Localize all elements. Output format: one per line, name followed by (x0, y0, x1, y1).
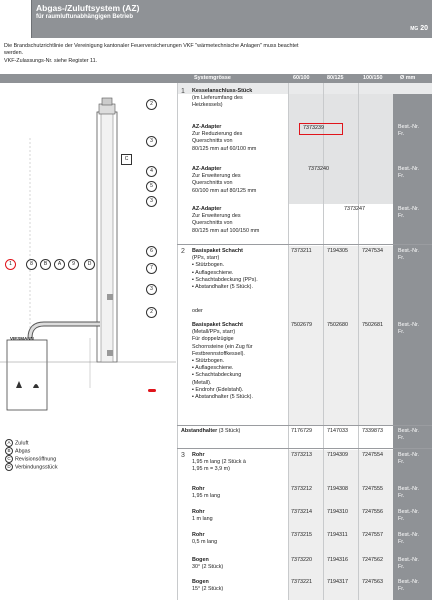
best-label: Best.-Nr. Fr. (398, 509, 419, 523)
article-number: 7339873 (362, 428, 383, 434)
callout-9: 9 (68, 259, 79, 270)
callout-2b: 2 (146, 307, 157, 318)
best-label: Best.-Nr. Fr. (398, 557, 419, 571)
article-number: 7502680 (327, 322, 348, 328)
article-number: 7502679 (291, 322, 312, 328)
article-number: 7373211 (291, 248, 312, 254)
col-shade-2 (288, 246, 393, 426)
article-number: 7247563 (362, 579, 383, 585)
article-number: 7247556 (362, 509, 383, 515)
article-number: 7373221 (291, 579, 312, 585)
item-rohr-3: Rohr 1 m lang (192, 509, 213, 523)
legend-verbindung: D Verbindungsstück (5, 463, 58, 471)
col-divider (288, 83, 289, 600)
best-label: Best.-Nr. Fr. (398, 206, 419, 220)
article-number: 7194308 (327, 486, 348, 492)
article-number: 7247534 (362, 248, 383, 254)
callout-1-highlighted[interactable]: 1 (5, 259, 16, 270)
group-number: 2 (181, 248, 185, 255)
group-number: 1 (181, 88, 185, 95)
best-label: Best.-Nr. Fr. (398, 166, 419, 180)
col-divider (323, 83, 324, 600)
article-number: 7373220 (291, 557, 312, 563)
best-label: Best.-Nr. Fr. (398, 532, 419, 546)
best-label: Best.-Nr. Fr. (398, 486, 419, 500)
article-number: 7247557 (362, 532, 383, 538)
item-kessel: Kesselanschluss-Stück (im Lieferumfang des Heizkessels) (192, 88, 253, 109)
callout-d: D (84, 259, 95, 270)
text-oder: oder (192, 308, 203, 314)
best-label: Best.-Nr. Fr. (398, 579, 419, 593)
article-number: 7247562 (362, 557, 383, 563)
page-title: Abgas-/Zuluftsystem (AZ) (36, 3, 140, 13)
legend-abgas: B Abgas (5, 447, 30, 455)
item-rohr-2: Rohr 1,95 m lang (192, 486, 221, 500)
header-100: 100/150 (363, 75, 383, 81)
article-number: 7247555 (362, 486, 383, 492)
callout-b: B (40, 259, 51, 270)
best-label: Best.-Nr. Fr. (398, 248, 419, 262)
article-number: 7194316 (327, 557, 348, 563)
best-label: Best.-Nr. Fr. (398, 322, 419, 336)
callout-a: A (54, 259, 65, 270)
callout-3b: 3 (146, 196, 157, 207)
callout-8: 8 (26, 259, 37, 270)
callout-7: 7 (146, 263, 157, 274)
article-number: 7194305 (327, 248, 348, 254)
page-subtitle: für raumluftunabhängigen Betrieb (36, 14, 134, 20)
article-number: 7194310 (327, 509, 348, 515)
callout-3: 3 (146, 136, 157, 147)
col-shade-1 (288, 94, 393, 204)
intro-text: Die Brandschutzrichtlinie der Vereinigung kantonaler Feuerversicherungen VKF "wärmetechnische Anlagen" muss beachtet werden. VKF-Zulassungs-Nr. siehe Register 11. (4, 43, 299, 64)
callout-6: 6 (146, 246, 157, 257)
best-label: Best.-Nr. Fr. (398, 124, 419, 138)
row-separator (177, 425, 432, 426)
article-number: 7147033 (327, 428, 348, 434)
section-badge: MG 20 (410, 25, 428, 32)
header-system: Systemgrösse (194, 75, 231, 81)
item-basispaket-metall: Basispaket Schacht (Metall/PPs, starr) Für doppelzügige Schornsteine (ein Zug für Festbrennstoffkessel). ▪ Stützbogen. ▪ Auflageschiene. ▪ Schachtabdeckung (Metall). ▪ Endrohr (Edelstahl). ▪ Abstandhalter (5 Stück). (192, 322, 253, 401)
article-number: 7194311 (327, 532, 348, 538)
article-number: 7176729 (291, 428, 312, 434)
callout-4: 4 (146, 166, 157, 177)
item-az-adapter-3: AZ-Adapter Zur Erweiterung des Querschnitts von 80/125 mm auf 100/150 mm (192, 206, 260, 234)
best-label: Best.-Nr. Fr. (398, 452, 419, 466)
logo-icon (0, 0, 32, 38)
item-az-adapter-2: AZ-Adapter Zur Erweiterung des Querschnitts von 60/100 mm auf 80/125 mm (192, 166, 257, 194)
row-separator (177, 448, 432, 449)
item-abstandhalter: Abstandhalter (3 Stück) (181, 428, 241, 434)
legend-zuluft: A Zuluft (5, 439, 28, 447)
article-number: 7373215 (291, 532, 312, 538)
callout-2: 2 (146, 99, 157, 110)
col-divider (358, 83, 359, 600)
article-number: 7502681 (362, 322, 383, 328)
group-number: 3 (181, 452, 185, 459)
best-label: Best.-Nr. Fr. (398, 428, 419, 442)
article-number: 7373247 (344, 206, 365, 212)
header-80: 80/125 (327, 75, 344, 81)
item-bogen-1: Bogen 30° (2 Stück) (192, 557, 224, 571)
item-rohr-4: Rohr 0,5 m lang (192, 532, 218, 546)
callout-c: C (121, 154, 132, 165)
row-separator (177, 244, 432, 245)
article-number: 7194309 (327, 452, 348, 458)
col-divider (177, 83, 178, 600)
col-shade-3 (288, 450, 393, 600)
article-number: 7373212 (291, 486, 312, 492)
header-60: 60/100 (293, 75, 310, 81)
article-number: 7194317 (327, 579, 348, 585)
article-number: 7373240 (308, 166, 329, 172)
article-number: 7373214 (291, 509, 312, 515)
item-az-adapter-1: AZ-Adapter Zur Reduzierung des Querschnitts von 80/125 mm auf 60/100 mm (192, 124, 257, 152)
callout-3c: 3 (146, 284, 157, 295)
highlighted-article-number[interactable]: 7373239 (299, 123, 343, 135)
header-dmm: Ø mm (400, 75, 416, 81)
item-bogen-2: Bogen 15° (2 Stück) (192, 579, 224, 593)
article-number: 7247554 (362, 452, 383, 458)
article-number: 7373213 (291, 452, 312, 458)
item-basispaket-pps: Basispaket Schacht (PPs, starr) ▪ Stützbogen. ▪ Auflageschiene. ▪ Schachtabdeckung (PPs). ▪ Abstandhalter (5 Stück). (192, 248, 258, 291)
callout-5: 5 (146, 181, 157, 192)
brand-logo: VIESMANN (10, 336, 34, 341)
red-marker (148, 389, 156, 392)
legend-revision: C Revisionsöffnung (5, 455, 56, 463)
header-bar (0, 0, 432, 38)
table-header (0, 74, 432, 83)
item-rohr-1: Rohr 1,95 m lang (2 Stück à 1,95 m = 3,9 m) (192, 452, 246, 473)
